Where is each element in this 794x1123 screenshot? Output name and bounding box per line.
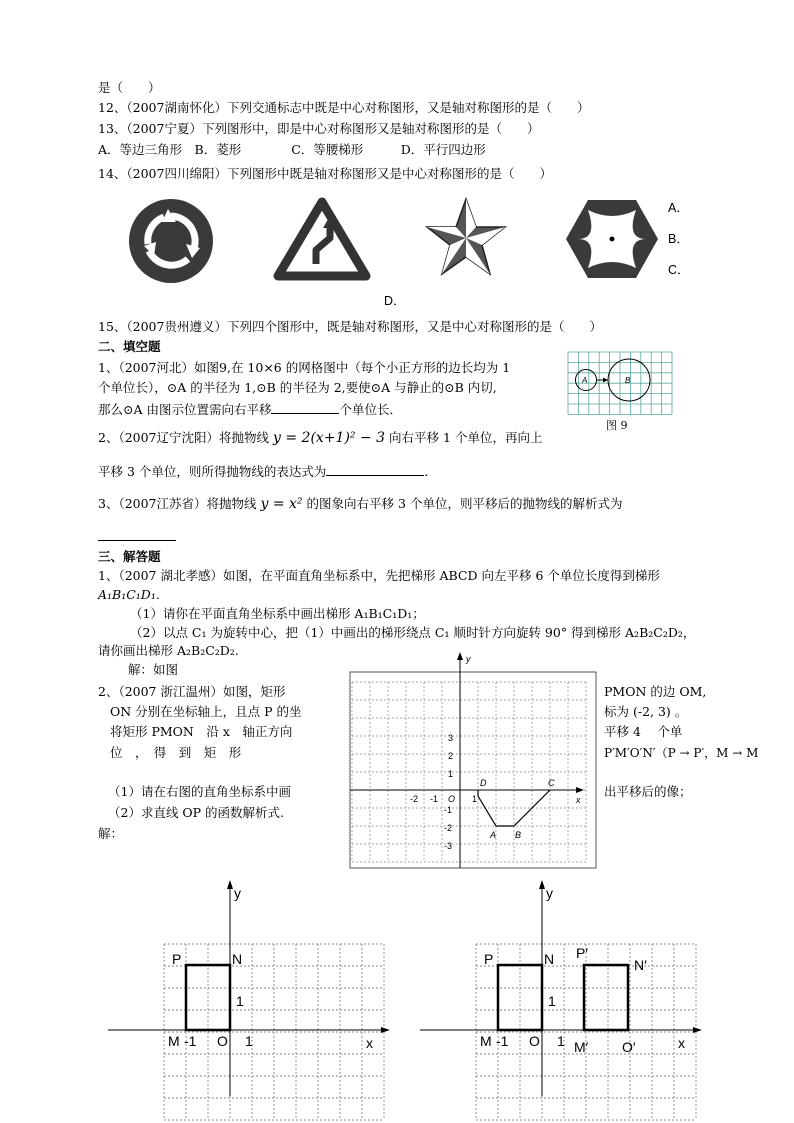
point-p-label: P	[484, 951, 494, 967]
solve-2-part-1: （1）请在右图的直角坐标系中画	[108, 784, 291, 799]
solve-1-part-2: （2）以点 C₁ 为旋转中心，把（1）中画出的梯形绕点 C₁ 顺时针方向旋转 90° 得到梯形 A₂B₂C₂D₂，	[130, 625, 696, 640]
rectangle-answer-figure-left	[100, 880, 400, 1100]
solve-2-line-d: 位 ， 得 到 矩 形	[110, 745, 242, 760]
roundabout-sign-icon	[126, 196, 216, 286]
tick-label: 1	[472, 794, 478, 804]
fill-1-line-b: 个单位长），⊙A 的半径为 1,⊙B 的半径为 2,要使⊙A 与静止的⊙B 内切,	[98, 380, 497, 395]
tick-label: 1	[448, 769, 454, 779]
question-13: 13、（2007宁夏）下列图形中，即是中心对称图形又是轴对称图形的是（ ）	[98, 121, 540, 136]
tick-label: 1	[236, 993, 244, 1009]
fill-2-text: 2、（2007辽宁沈阳）将抛物线	[98, 430, 270, 445]
solve-2-line-a: 2、（2007 浙江温州）如图，矩形	[98, 684, 286, 699]
point-n-prime-label: N′	[634, 957, 647, 973]
fill-3-text: 3、（2007江苏省）将抛物线	[98, 496, 257, 511]
fill-2-text-mid: 向右平移 1 个单位，再向上	[389, 430, 543, 445]
point-n-label: N	[232, 951, 243, 967]
x-axis-label: x	[576, 795, 581, 805]
y-axis-label: y	[466, 654, 471, 664]
text-line: 是（ ）	[98, 80, 161, 95]
point-m-label: M	[168, 1033, 180, 1049]
x-axis-label: x	[366, 1035, 373, 1051]
rectangle-answer-figure-right	[412, 880, 712, 1100]
solve-2-line-c: 将矩形 PMON 沿 x 轴正方向	[110, 724, 293, 739]
tick-label: -1	[496, 1033, 509, 1049]
hexagon-arc-icon	[564, 196, 660, 282]
origin-label: O	[529, 1033, 540, 1049]
fill-2-equation: y = 2(x+1)² − 3	[273, 430, 386, 446]
circle-grid-figure	[566, 350, 674, 416]
point-b-label: B	[515, 830, 522, 840]
fill-2-text-b: 平移 3 个单位，则所得抛物线的表达式为	[98, 464, 327, 479]
figure-9-caption: 图 9	[606, 419, 628, 432]
solve-2-part-2: （2）求直线 OP 的函数解析式.	[108, 805, 285, 820]
point-c-label: C	[548, 778, 555, 788]
point-d-label: D	[480, 778, 487, 788]
solve-2-answer: 解：	[98, 826, 124, 841]
point-o-prime-label: O′	[622, 1039, 636, 1055]
point-p-label: P	[172, 951, 182, 967]
x-axis-label: x	[678, 1035, 685, 1051]
tick-label: 1	[557, 1033, 565, 1049]
winding-road-sign-icon	[274, 198, 370, 282]
answer-blank[interactable]	[98, 540, 176, 541]
tick-label: -3	[444, 841, 453, 851]
point-a-label: A	[490, 830, 497, 840]
point-m-label: M	[480, 1033, 492, 1049]
y-axis-label: y	[234, 885, 241, 901]
fill-1-line-c	[98, 400, 402, 419]
fill-3-equation: y = x²	[260, 496, 303, 512]
question-12: 12、（2007湖南怀化）下列交通标志中既是中心对称图形，又是轴对称图形的是（ ）	[98, 100, 590, 115]
fill-2-line-b	[98, 462, 437, 481]
label-b: B	[625, 376, 631, 385]
fill-3-line	[98, 495, 622, 513]
fill-3-text-end: 的图象向右平移 3 个单位，则平移后的抛物线的解析式为	[306, 496, 623, 511]
option-d: D．	[384, 294, 406, 308]
star-icon	[424, 196, 508, 280]
trapezoid-coordinate-figure	[348, 652, 600, 870]
tick-label: 1	[245, 1033, 253, 1049]
solve-2-line-d-right: P′M′O′N′（P → P′，M → M	[604, 746, 759, 760]
option-b: B．	[668, 232, 689, 246]
solve-2-line-b: ON 分别在坐标轴上，且点 P 的坐	[110, 704, 302, 719]
answer-blank[interactable]	[326, 462, 424, 476]
solve-2-line-a-right: PMON 的边 OM,	[604, 684, 707, 699]
fill-1-line-a: 1、（2007河北）如图9,在 10×6 的网格图中（每个小正方形的边长均为 1	[98, 360, 511, 375]
point-m-prime-label: M′	[574, 1039, 589, 1055]
label-a: A	[582, 376, 588, 385]
fill-1-text: 那么⊙A 由图示位置需向右平移	[98, 402, 272, 417]
origin-label: O	[448, 794, 456, 804]
section-fill-in: 二、填空题	[98, 339, 161, 354]
point-n-label: N	[544, 951, 555, 967]
option-c: C．	[668, 263, 690, 277]
solve-1-part-1: （1）请你在平面直角坐标系中画出梯形 A₁B₁C₁D₁；	[130, 606, 425, 621]
solve-2-part-1-right: 出平移后的像；	[604, 784, 692, 799]
tick-label: -1	[184, 1033, 197, 1049]
solve-1-answer: 解：如图	[128, 662, 179, 677]
fill-2-text-end: ．	[424, 464, 437, 479]
point-p-prime-label: P′	[576, 945, 588, 961]
tick-label: -1	[444, 805, 453, 815]
tick-label: 2	[448, 751, 454, 761]
question-13-options: A．等边三角形 B．菱形 C．等腰梯形 D．平行四边形	[98, 142, 486, 157]
solve-2-line-b-right: 标为 (-2, 3) 。	[604, 704, 688, 719]
origin-label: O	[217, 1033, 228, 1049]
answer-blank[interactable]	[271, 400, 339, 414]
y-axis-label: y	[546, 885, 553, 901]
tick-label: -1	[430, 794, 439, 804]
option-a: A．	[668, 201, 689, 215]
solve-1-line-e: 请你画出梯形 A₂B₂C₂D₂.	[98, 643, 239, 658]
section-solve: 三、解答题	[98, 549, 161, 564]
solve-1-line-b: A₁B₁C₁D₁.	[98, 587, 160, 602]
tick-label: -2	[410, 794, 419, 804]
tick-label: 3	[448, 733, 454, 743]
fill-1-text-end: 个单位长．	[339, 402, 402, 417]
solve-2-line-c-right: 平移 4 个单	[604, 724, 683, 739]
question-14: 14、（2007四川绵阳）下列图形中既是轴对称图形又是中心对称图形的是（ ）	[98, 166, 552, 181]
fill-2-line-a	[98, 429, 542, 447]
question-15: 15、（2007贵州遵义）下列四个图形中，既是轴对称图形，又是中心对称图形的是（ ）	[98, 319, 602, 334]
tick-label: -2	[444, 823, 453, 833]
tick-label: 1	[548, 993, 556, 1009]
solve-1-line-a: 1、（2007 湖北孝感）如图，在平面直角坐标系中，先把梯形 ABCD 向左平移 6 个单位长度得到梯形	[98, 568, 660, 583]
